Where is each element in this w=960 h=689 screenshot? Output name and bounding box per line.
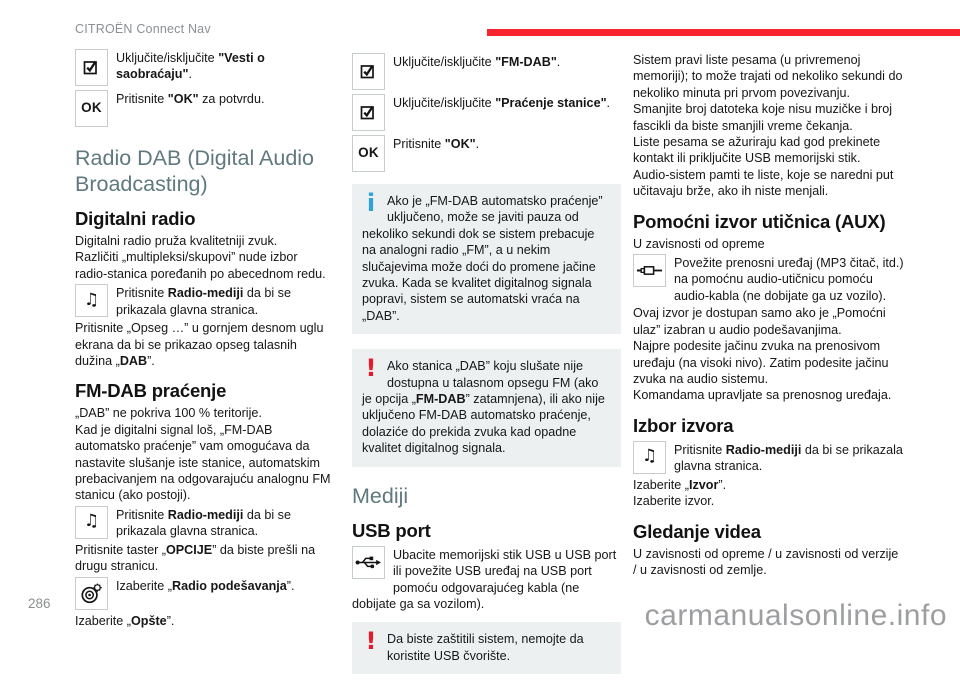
paragraph: Komandama upravljate sa prenosnog uređaja. [633, 388, 892, 403]
instruction-row [352, 134, 621, 174]
music-note-icon: ♫ [633, 441, 666, 474]
instruction-text: Povežite prenosni uređaj (MP3 čitač, itd.) na pomoćnu audio-utičnicu pomoću audio-kabla (ne dobijate ga uz vozilo). [674, 256, 904, 303]
ok-icon: OK [75, 90, 108, 127]
paragraph: Sistem pravi liste pesama (u privremenoj memoriji); to može trajati od nekoliko sekundi do nekoliko minuta pri prvom povezivanju. [633, 53, 903, 100]
warning-box [352, 622, 621, 674]
ok-icon: OK [352, 135, 385, 172]
info-icon: i [366, 189, 376, 217]
paragraph: Digitalni radio pruža kvalitetniji zvuk. [75, 234, 278, 248]
paragraph: Izaberite „Opšte”. [75, 613, 175, 628]
subsection-title: Gledanje videa [633, 520, 761, 542]
paragraph: Ovaj izvor je dostupan samo ako je „Pomoćni ulaz” izabran u audio podešavanjima. [633, 306, 886, 337]
instruction-row [352, 93, 621, 133]
warning-icon: ! [365, 354, 377, 383]
paragraph: „DAB” ne pokriva 100 % teritorije. [75, 406, 262, 421]
checkbox-icon [352, 94, 385, 131]
instruction-row [633, 253, 905, 304]
paragraph: Liste pesama se ažuriraju kad god prekinete kontakt ili priključite USB memorijski stik. [633, 135, 881, 166]
document-header: CITROËN Connect Nav [75, 22, 211, 36]
instruction-text: Izaberite „Radio podešavanja”. [116, 578, 295, 593]
instruction-row [75, 48, 333, 88]
page-number: 286 [28, 596, 51, 611]
instruction-row [75, 576, 333, 612]
subsection-title: Pomoćni izvor utičnica (AUX) [633, 210, 886, 232]
aux-jack-icon [633, 254, 666, 287]
paragraph: Različiti „multipleksi/skupovi” nude izbor radio-stanica poređanih po abecednom redu. [75, 250, 326, 281]
paragraph: Smanjite broj datoteka koje nisu muzičke i broj fascikli da biste smanjili vreme čekanja. [633, 102, 892, 133]
paragraph: Izaberite izvor. [633, 494, 715, 509]
info-box [352, 184, 621, 334]
instruction-text: Pritisnite Radio-mediji da bi se prikazala glavna stranica. [116, 507, 291, 539]
subsection-title: FM-DAB praćenje [75, 380, 227, 402]
paragraph: Audio-sistem pamti te liste, koje se naredni put učitavaju brže, ako ih niste menjali. [633, 167, 894, 199]
section-title: Mediji [352, 483, 409, 508]
section-title: Radio DAB (Digital Audio Broadcasting) [75, 146, 315, 196]
instruction-text: Ubacite memorijski stik USB u USB port ili povežite USB uređaj na USB port pomoću odgovarajućeg kabla (ne dobijate ga sa vozilom). [352, 547, 617, 611]
usb-icon [352, 546, 385, 579]
paragraph: Najpre podesite jačinu zvuka na prenosivom uređaju (na visoki nivo). Zatim podesite jačinu zvuka na audio sistemu. [633, 339, 889, 386]
subsection-title: Izbor izvora [633, 414, 734, 436]
instruction-text: Uključite/isključite "Vesti o saobraćaju". [116, 51, 265, 82]
music-note-icon: ♫ [75, 284, 108, 317]
column-middle [352, 52, 621, 689]
paragraph: Pritisnite „Opseg …” u gornjem desnom uglu ekrana da bi se prikazao opseg talasnih dužina „DAB”. [75, 321, 324, 369]
warning-icon: ! [365, 627, 377, 656]
paragraph: U zavisnosti od opreme / u zavisnosti od verzije / u zavisnosti od zemlje. [633, 546, 899, 577]
subsection-title: USB port [352, 519, 431, 541]
paragraph: U zavisnosti od opreme [633, 236, 765, 251]
note-text: Ako stanica „DAB” koju slušate nije dostupna u talasnom opsegu FM (ako je opcija „FM-DAB” zatamnjena), ili ako nije uključeno FM-DAB automatsko praćenje, dolaziće do prekida zvuka kad opadne kvalitet digitalnog signala. [362, 359, 605, 456]
warning-box [352, 349, 621, 466]
instruction-text: Pritisnite Radio-mediji da bi se prikazala glavna stranica. [674, 442, 903, 474]
instruction-row [352, 52, 621, 92]
paragraph: Kad je digitalni signal loš, „FM-DAB automatsko praćenje” vam omogućava da nastavite slušanje iste stanice, automatskim prebacivanjem na odgovarajuću analognu FM stanicu (ako postoji). [75, 422, 331, 503]
instruction-text: Uključite/isključite "Praćenje stanice". [393, 96, 611, 110]
radio-settings-icon [75, 577, 108, 610]
checkbox-icon [352, 53, 385, 90]
column-left [75, 48, 333, 629]
instruction-row [352, 545, 621, 613]
paragraph: Izaberite „Izvor”. [633, 477, 727, 492]
instruction-row [75, 283, 333, 319]
instruction-row [75, 505, 333, 541]
instruction-text: Pritisnite "OK" za potvrdu. [116, 92, 265, 106]
column-right [633, 52, 905, 578]
note-text: Ako je „FM-DAB automatsko praćenje” uključeno, može se javiti pauza od nekoliko sekundi dok se sistem prebacuje na analogni radio „FM”, a u nekim slučajevima može doći do promene jačine zvuka. Kada se kvalitet digitalnog signala popravi, sistem se automatski vraća na „DAB”. [362, 194, 603, 323]
instruction-text: Pritisnite "OK". [393, 137, 480, 151]
note-text: Da biste zaštitili sistem, nemojte da koristite USB čvorište. [387, 632, 584, 663]
subsection-title: Digitalni radio [75, 208, 196, 229]
checkbox-icon [75, 49, 108, 86]
instruction-text: Uključite/isključite "FM-DAB". [393, 55, 561, 69]
music-note-icon: ♫ [75, 506, 108, 539]
watermark: carmanualsonline.info [644, 599, 947, 632]
paragraph: Pritisnite taster „OPCIJE” da biste prešli na drugu stranicu. [75, 542, 316, 574]
instruction-text: Pritisnite Radio-mediji da bi se prikazala glavna stranica. [116, 286, 291, 317]
accent-bar [487, 29, 960, 36]
instruction-row [75, 89, 333, 129]
instruction-row [633, 440, 905, 476]
